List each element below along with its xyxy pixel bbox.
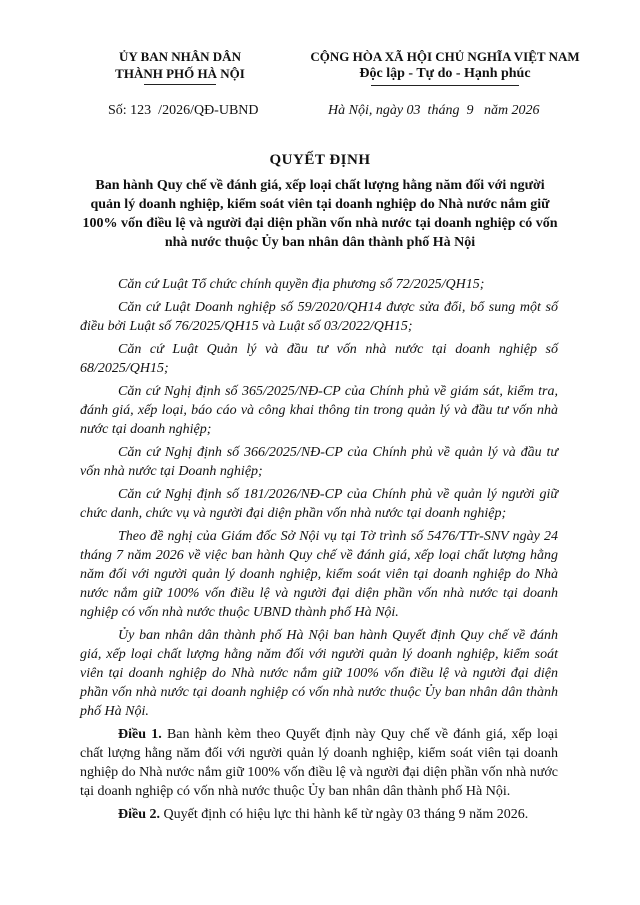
legal-basis-paragraph: Căn cứ Nghị định số 181/2026/NĐ-CP của Chính phủ về quản lý người giữ chức danh, chức vụ và người đại diện phần vốn nhà nước tại doanh nghiệp; (80, 487, 558, 521)
article-2-text: Quyết định có hiệu lực thi hành kể từ ngày 03 tháng 9 năm 2026. (160, 807, 529, 822)
nation-name: CỘNG HÒA XÃ HỘI CHỦ NGHĨA VIỆT NAM (310, 49, 580, 64)
agency-name-line2: THÀNH PHỐ HÀ NỘI (115, 66, 245, 81)
article-2-label: Điều 2. (118, 807, 160, 822)
article-1-text: Ban hành kèm theo Quyết định này Quy chế về đánh giá, xếp loại chất lượng hằng năm đối với người quản lý doanh nghiệp, kiểm soát viên tại doanh nghiệp do Nhà nước nắm giữ 100% vốn điều lệ và người đại diện phần vốn nhà nước tại doanh nghiệp có vốn nhà nước thuộc Ủy ban nhân dân thành phố Hà Nội. (80, 727, 558, 799)
document-subtitle: Ban hành Quy chế về đánh giá, xếp loại chất lượng hằng năm đối với người quản lý doanh nghiệp, kiểm soát viên tại doanh nghiệp do Nhà nước nắm giữ 100% vốn điều lệ và người đại diện phần vốn nhà nước tại doanh nghiệp có vốn nhà nước thuộc Ủy ban nhân dân thành phố Hà Nội (82, 178, 558, 250)
issuing-agency-block (95, 48, 265, 85)
decision-paragraph: Ủy ban nhân dân thành phố Hà Nội ban hành Quyết định Quy chế về đánh giá, xếp loại chất lượng hằng năm đối với người quản lý doanh nghiệp, kiểm soát viên tại doanh nghiệp do Nhà nước nắm giữ 100% vốn điều lệ và người đại diện phần vốn nhà nước tại doanh nghiệp có vốn nhà nước thuộc Ủy ban nhân dân thành phố Hà Nội. (80, 628, 558, 719)
document-title: QUYẾT ĐỊNH (269, 152, 371, 168)
agency-name-line1: ỦY BAN NHÂN DÂN (119, 49, 241, 64)
legal-basis-paragraph: Căn cứ Nghị định số 366/2025/NĐ-CP của Chính phủ về quản lý và đầu tư vốn nhà nước tại Doanh nghiệp; (80, 445, 558, 479)
proposal-paragraph: Theo đề nghị của Giám đốc Sở Nội vụ tại Tờ trình số 5476/TTr-SNV ngày 24 tháng 7 năm 2026 về việc ban hành Quy chế về đánh giá, xếp loại chất lượng hằng năm đối với người quản lý doanh nghiệp, kiểm soát viên tại doanh nghiệp do Nhà nước nắm giữ 100% vốn điều lệ và người đại diện phần vốn nhà nước tại doanh nghiệp có vốn nhà nước thuộc UBND thành phố Hà Nội. (80, 529, 558, 620)
document-body (80, 275, 558, 828)
place-and-date: Hà Nội, ngày 03 tháng 9 năm 2026 (328, 103, 540, 118)
national-motto: Độc lập - Tự do - Hạnh phúc (359, 66, 531, 81)
article-2 (80, 805, 558, 824)
legal-basis-paragraph: Căn cứ Luật Quản lý và đầu tư vốn nhà nước tại doanh nghiệp số 68/2025/QH15; (80, 342, 558, 376)
legal-basis-paragraph: Căn cứ Luật Tổ chức chính quyền địa phương số 72/2025/QH15; (118, 277, 485, 292)
article-1-label: Điều 1. (118, 727, 162, 742)
agency-underline (144, 84, 216, 85)
national-motto-block (300, 48, 590, 86)
legal-basis-paragraph: Căn cứ Luật Doanh nghiệp số 59/2020/QH14 được sửa đổi, bổ sung một số điều bởi Luật số 76/2025/QH15 và Luật số 03/2022/QH15; (80, 300, 558, 334)
legal-basis-paragraph: Căn cứ Nghị định số 365/2025/NĐ-CP của Chính phủ về giám sát, kiểm tra, đánh giá, xếp loại, báo cáo và công khai thông tin trong quản lý và đầu tư vốn nhà nước tại doanh nghiệp; (80, 384, 558, 437)
motto-underline (371, 85, 519, 86)
article-1 (80, 725, 558, 801)
document-number: Số: 123 /2026/QĐ-UBND (108, 103, 259, 118)
